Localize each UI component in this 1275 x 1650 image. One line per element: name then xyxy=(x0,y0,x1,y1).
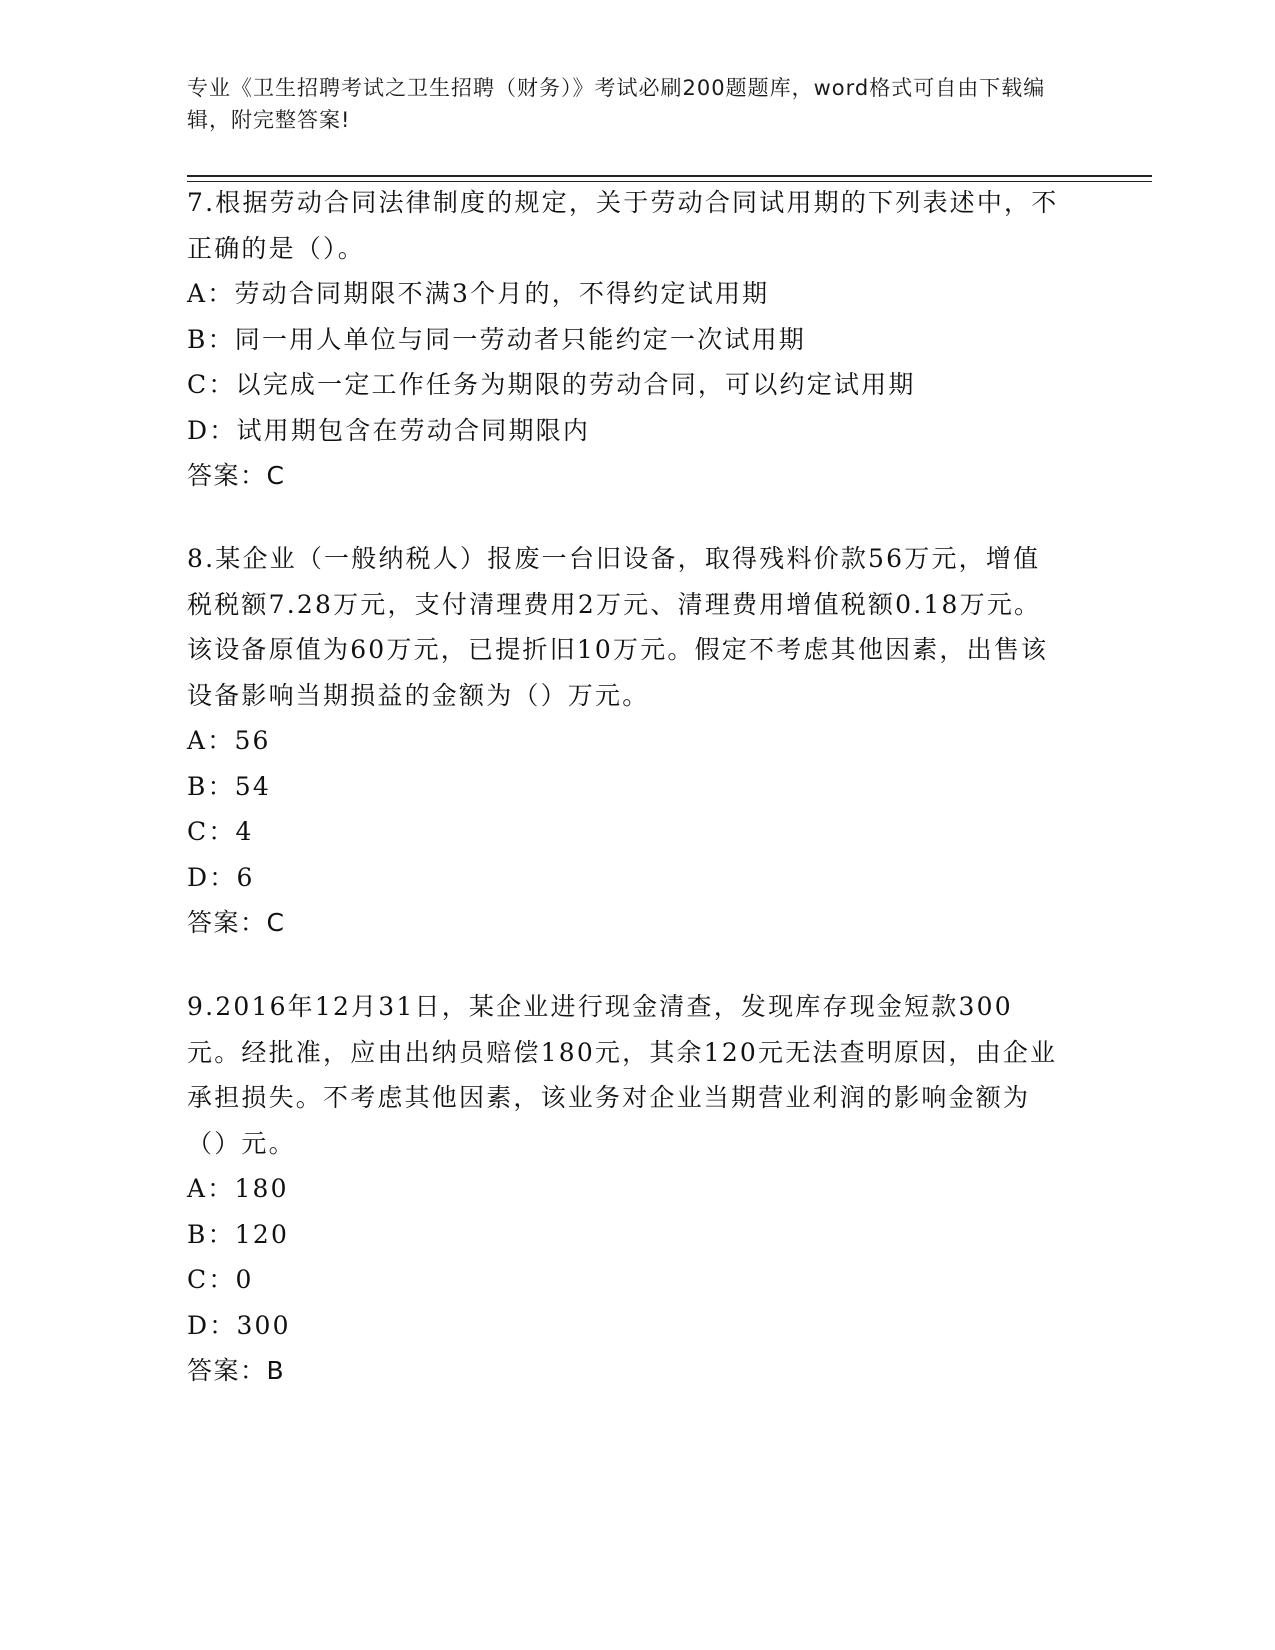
answer-label: 答案：B xyxy=(187,1356,286,1385)
answer-label: 答案：C xyxy=(187,908,286,937)
option-c: C：4 xyxy=(187,817,254,846)
question-stem: 7.根据劳动合同法律制度的规定，关于劳动合同试用期的下列表述中，不正确的是（）。 xyxy=(187,188,1059,263)
document-header: 专业《卫生招聘考试之卫生招聘（财务）》考试必刷200题题库，word格式可自由下载编辑，附完整答案! xyxy=(187,76,1046,132)
option-d: D：300 xyxy=(187,1310,291,1340)
option-c: C：以完成一定工作任务为期限的劳动合同，可以约定试用期 xyxy=(187,370,916,399)
header-divider-thick xyxy=(187,175,1152,177)
option-a: A：180 xyxy=(187,1174,289,1203)
option-b: B：同一用人单位与同一劳动者只能约定一次试用期 xyxy=(187,324,806,354)
option-a: A：劳动合同期限不满3个月的，不得约定试用期 xyxy=(187,279,770,308)
option-d: D：6 xyxy=(187,862,255,892)
option-b: B：120 xyxy=(187,1219,290,1249)
option-a: A：56 xyxy=(187,726,271,755)
question-7 xyxy=(187,180,1067,499)
option-b: B：54 xyxy=(187,771,271,801)
answer-label: 答案：C xyxy=(187,461,286,490)
option-c: C：0 xyxy=(187,1265,254,1294)
option-d: D：试用期包含在劳动合同期限内 xyxy=(187,415,591,445)
question-9 xyxy=(187,984,1067,1394)
question-stem: 9.2016年12月31日，某企业进行现金清查，发现库存现金短款300元。经批准，应由出纳员赔偿180元，其余120元无法查明原因，由企业承担损失。不考虑其他因素，该业务对企业当期营业利润的影响金额为（）元。 xyxy=(187,992,1058,1158)
question-8 xyxy=(187,536,1067,946)
question-stem: 8.某企业（一般纳税人）报废一台旧设备，取得残料价款56万元，增值税税额7.28万元，支付清理费用2万元、清理费用增值税额0.18万元。该设备原值为60万元，已提折旧10万元。假定不考虑其他因素，出售该设备影响当期损益的金额为（）万元。 xyxy=(187,544,1049,710)
